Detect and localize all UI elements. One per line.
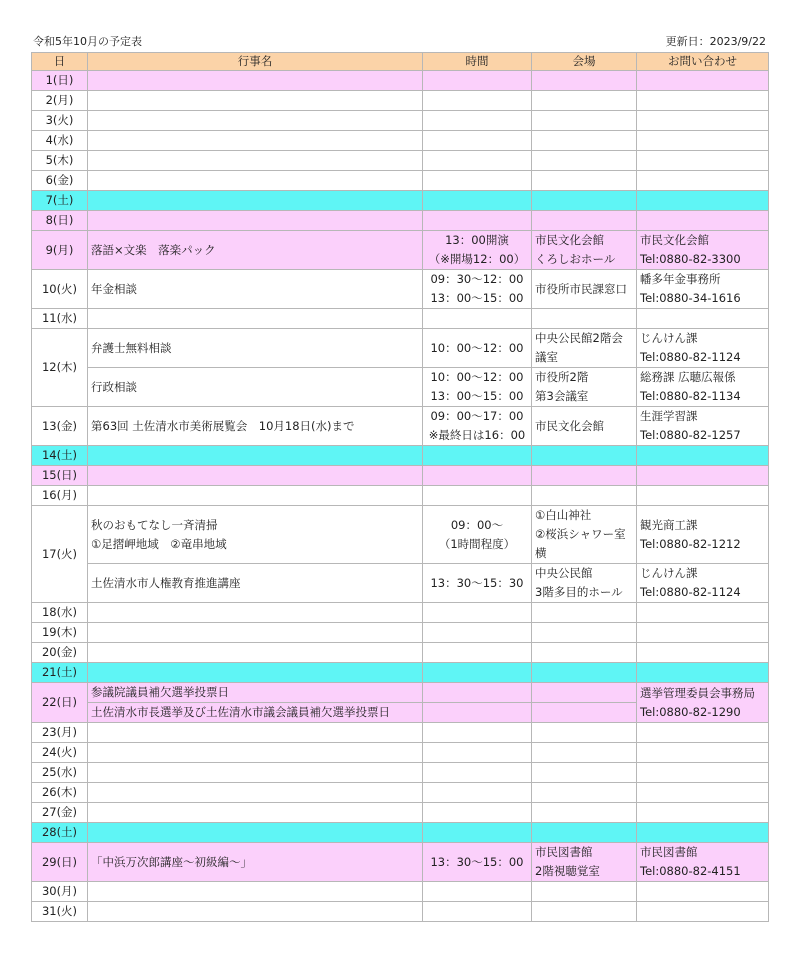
event-time-cell <box>423 309 532 329</box>
event-contact-cell-line: Tel:0880-82-1134 <box>640 389 741 403</box>
event-time-cell-line: 09：00～ <box>450 517 504 532</box>
table-row <box>32 643 769 663</box>
event-time-cell <box>423 564 532 603</box>
table-row <box>32 603 769 623</box>
date-cell: 11(水) <box>32 309 88 329</box>
table-row <box>32 171 769 191</box>
event-name-cell <box>88 743 423 763</box>
event-venue-cell <box>532 270 637 309</box>
event-time-cell <box>423 486 532 506</box>
event-contact-cell-line: Tel:0880-82-1290 <box>640 704 741 719</box>
event-contact-cell <box>637 151 769 171</box>
event-time-cell <box>423 723 532 743</box>
event-time-cell <box>423 763 532 783</box>
event-name-cell <box>88 71 423 91</box>
event-contact-cell-line: Tel:0880-82-4151 <box>640 864 741 878</box>
event-time-cell <box>423 703 532 723</box>
event-time-cell <box>423 902 532 922</box>
event-contact-cell-line: 生涯学習課 <box>640 409 698 423</box>
event-venue-cell-line: 市役所2階 <box>535 370 589 384</box>
event-contact-cell <box>637 446 769 466</box>
event-name-cell <box>88 329 423 368</box>
event-contact-cell-line: Tel:0880-82-1124 <box>640 350 741 364</box>
date-cell: 21(土) <box>32 663 88 683</box>
event-contact-cell <box>637 211 769 231</box>
event-contact-cell-line: 総務課 広聴広報係 <box>640 370 736 384</box>
date-cell: 13(金) <box>32 407 88 446</box>
event-name-cell-line: 「中浜万次郎講座～初級編～」 <box>91 854 252 869</box>
event-contact-cell <box>637 231 769 270</box>
event-contact-cell <box>637 763 769 783</box>
event-time-cell <box>423 803 532 823</box>
event-name-cell <box>88 643 423 663</box>
event-time-cell <box>423 466 532 486</box>
event-time-cell <box>423 743 532 763</box>
date-cell: 8(日) <box>32 211 88 231</box>
event-name-cell <box>88 171 423 191</box>
event-name-cell-line: 参議院議員補欠選挙投票日 <box>91 685 229 699</box>
event-venue-cell-line: 第3会議室 <box>535 389 589 403</box>
event-contact-cell <box>637 743 769 763</box>
event-contact-cell <box>637 191 769 211</box>
event-venue-cell <box>532 466 637 486</box>
date-cell: 24(火) <box>32 743 88 763</box>
date-cell: 27(金) <box>32 803 88 823</box>
event-venue-cell-line: 3階多目的ホール <box>535 585 623 599</box>
event-time-cell <box>423 270 532 309</box>
date-cell: 9(月) <box>32 231 88 270</box>
event-time-cell <box>423 131 532 151</box>
event-name-cell-line: 土佐清水市人権教育推進講座 <box>91 575 241 590</box>
date-cell: 23(月) <box>32 723 88 743</box>
event-time-cell <box>423 882 532 902</box>
table-row <box>32 623 769 643</box>
event-venue-cell <box>532 823 637 843</box>
table-row <box>32 882 769 902</box>
event-venue-cell-line: ②桜浜シャワー室 <box>535 527 626 541</box>
event-venue-cell <box>532 131 637 151</box>
event-name-cell <box>88 91 423 111</box>
event-contact-cell <box>637 663 769 683</box>
event-venue-cell <box>532 783 637 803</box>
event-time-cell-line: ※最終日は16：00 <box>428 428 526 442</box>
event-venue-cell <box>532 171 637 191</box>
event-venue-cell-line: 中央公民館 <box>535 566 593 580</box>
event-time-cell-line: 13：30～15：00 <box>430 854 524 869</box>
date-cell: 14(土) <box>32 446 88 466</box>
event-venue-cell-line: 2階視聴覚室 <box>535 864 600 878</box>
event-venue-cell <box>532 643 637 663</box>
event-venue-cell-line: 中央公民館2階会 <box>535 331 623 345</box>
table-row <box>32 309 769 329</box>
event-contact-cell-line: 市民図書館 <box>640 845 698 859</box>
column-header-venue: 会場 <box>532 53 637 71</box>
event-name-cell-line: ①足摺岬地域 ②竜串地域 <box>91 536 227 551</box>
table-row <box>32 231 769 270</box>
event-venue-cell <box>532 623 637 643</box>
event-venue-cell <box>532 882 637 902</box>
event-name-cell <box>88 703 423 723</box>
event-name-cell <box>88 368 423 407</box>
event-contact-cell <box>637 603 769 623</box>
event-name-cell-line: 行政相談 <box>91 379 137 394</box>
table-row <box>32 902 769 922</box>
event-contact-cell <box>637 723 769 743</box>
date-cell: 3(火) <box>32 111 88 131</box>
event-contact-cell <box>637 368 769 407</box>
event-time-cell <box>423 71 532 91</box>
table-header-row <box>32 53 769 71</box>
event-contact-cell <box>637 623 769 643</box>
event-time-cell-line: 13：30～15：30 <box>430 575 524 590</box>
event-name-cell <box>88 803 423 823</box>
date-cell: 15(日) <box>32 466 88 486</box>
event-contact-cell <box>637 643 769 663</box>
column-header-event: 行事名 <box>88 53 423 71</box>
event-time-cell <box>423 623 532 643</box>
event-contact-cell <box>637 902 769 922</box>
event-contact-cell <box>637 309 769 329</box>
event-name-cell <box>88 843 423 882</box>
date-cell: 19(木) <box>32 623 88 643</box>
event-time-cell-line: 13：00開演 <box>445 233 509 247</box>
event-name-cell <box>88 446 423 466</box>
event-name-cell <box>88 683 423 703</box>
event-venue-cell <box>532 603 637 623</box>
event-time-cell <box>423 843 532 882</box>
table-row <box>32 763 769 783</box>
event-time-cell <box>423 111 532 131</box>
event-name-cell <box>88 763 423 783</box>
event-name-cell <box>88 506 423 564</box>
table-row <box>32 683 769 703</box>
event-contact-cell <box>637 783 769 803</box>
event-venue-cell <box>532 407 637 446</box>
event-contact-cell <box>637 506 769 564</box>
event-contact-cell-line: 市民文化会館 <box>640 233 709 247</box>
event-venue-cell-line: ①白山神社 <box>535 508 592 522</box>
date-cell: 10(火) <box>32 270 88 309</box>
event-time-cell <box>423 368 532 407</box>
event-contact-cell-line: 幡多年金事務所 <box>640 272 721 286</box>
event-time-cell <box>423 407 532 446</box>
event-venue-cell-line: 市民文化会館 <box>535 233 604 247</box>
table-row <box>32 446 769 466</box>
table-row <box>32 743 769 763</box>
event-contact-cell <box>637 270 769 309</box>
event-name-cell <box>88 663 423 683</box>
event-contact-cell-line: 選挙管理委員会事務局 <box>640 685 755 700</box>
table-row <box>32 211 769 231</box>
event-venue-cell <box>532 723 637 743</box>
event-time-cell <box>423 329 532 368</box>
table-row <box>32 506 769 564</box>
date-cell: 28(土) <box>32 823 88 843</box>
event-venue-cell <box>532 564 637 603</box>
date-cell: 30(月) <box>32 882 88 902</box>
event-contact-cell-line: Tel:0880-82-1257 <box>640 428 741 442</box>
event-name-cell-line: 第63回 土佐清水市美術展覧会 10月18日(水)まで <box>91 418 355 433</box>
event-venue-cell <box>532 703 637 723</box>
schedule-table <box>31 52 769 922</box>
event-name-cell <box>88 191 423 211</box>
event-venue-cell <box>532 663 637 683</box>
table-row <box>32 407 769 446</box>
event-name-cell-line: 秋のおもてなし一斉清掃 <box>91 517 218 532</box>
event-contact-cell <box>637 466 769 486</box>
event-time-cell <box>423 211 532 231</box>
table-row <box>32 71 769 91</box>
event-venue-cell <box>532 368 637 407</box>
page-title: 令和5年10月の予定表 <box>33 35 142 48</box>
event-contact-cell-line: じんけん課 <box>640 566 698 580</box>
event-contact-cell <box>637 91 769 111</box>
event-venue-cell <box>532 71 637 91</box>
event-contact-cell-line: Tel:0880-82-1212 <box>640 536 741 551</box>
date-cell: 25(水) <box>32 763 88 783</box>
event-contact-cell <box>637 171 769 191</box>
event-time-cell-line: 10：00～12：00 <box>430 370 524 384</box>
event-name-cell <box>88 231 423 270</box>
event-name-cell <box>88 823 423 843</box>
event-venue-cell <box>532 506 637 564</box>
event-contact-cell-line: Tel:0880-82-1124 <box>640 585 741 599</box>
event-venue-cell <box>532 743 637 763</box>
event-venue-cell <box>532 309 637 329</box>
date-cell: 1(日) <box>32 71 88 91</box>
date-cell: 20(金) <box>32 643 88 663</box>
event-time-cell <box>423 506 532 564</box>
table-row <box>32 663 769 683</box>
table-row <box>32 843 769 882</box>
event-contact-cell <box>637 71 769 91</box>
column-header-date: 日 <box>32 53 88 71</box>
event-venue-cell-line: 横 <box>535 546 547 560</box>
event-contact-cell <box>637 803 769 823</box>
event-contact-cell <box>637 843 769 882</box>
event-name-cell <box>88 486 423 506</box>
event-contact-cell <box>637 486 769 506</box>
table-row <box>32 91 769 111</box>
column-header-time: 時間 <box>423 53 532 71</box>
event-contact-cell <box>637 564 769 603</box>
date-cell: 16(月) <box>32 486 88 506</box>
event-time-cell <box>423 603 532 623</box>
event-time-cell <box>423 643 532 663</box>
event-time-cell <box>423 171 532 191</box>
event-venue-cell-line: 市民文化会館 <box>535 418 604 433</box>
event-venue-cell <box>532 683 637 703</box>
page-header <box>33 34 766 50</box>
date-cell: 29(日) <box>32 843 88 882</box>
event-name-cell <box>88 723 423 743</box>
event-venue-cell <box>532 486 637 506</box>
event-name-cell <box>88 309 423 329</box>
date-cell: 31(火) <box>32 902 88 922</box>
event-venue-cell <box>532 763 637 783</box>
event-venue-cell <box>532 151 637 171</box>
date-cell: 4(水) <box>32 131 88 151</box>
event-venue-cell-line: 議室 <box>535 350 558 364</box>
table-row <box>32 191 769 211</box>
event-time-cell <box>423 91 532 111</box>
event-name-cell <box>88 211 423 231</box>
event-venue-cell <box>532 803 637 823</box>
date-cell: 26(木) <box>32 783 88 803</box>
event-name-cell <box>88 111 423 131</box>
event-name-cell <box>88 564 423 603</box>
table-row <box>32 329 769 368</box>
event-contact-cell-line: Tel:0880-34-1616 <box>640 291 741 305</box>
event-venue-cell <box>532 231 637 270</box>
event-name-cell <box>88 623 423 643</box>
event-venue-cell <box>532 843 637 882</box>
event-name-cell <box>88 407 423 446</box>
table-row <box>32 723 769 743</box>
event-time-cell-line: （※開場12：00） <box>428 252 526 266</box>
updated-date: 更新日：2023/9/22 <box>665 35 766 48</box>
column-header-contact: お問い合わせ <box>637 53 769 71</box>
event-contact-cell <box>637 111 769 131</box>
event-venue-cell <box>532 446 637 466</box>
event-time-cell <box>423 783 532 803</box>
table-row <box>32 486 769 506</box>
event-name-cell-line: 土佐清水市長選挙及び土佐清水市議会議員補欠選挙投票日 <box>91 705 390 719</box>
date-cell: 12(木) <box>32 329 88 407</box>
event-name-cell <box>88 466 423 486</box>
event-contact-cell-line: じんけん課 <box>640 331 698 345</box>
event-contact-cell <box>637 329 769 368</box>
table-row <box>32 270 769 309</box>
event-venue-cell-line: くろしおホール <box>535 252 616 266</box>
event-name-cell <box>88 603 423 623</box>
table-row <box>32 111 769 131</box>
date-cell: 5(木) <box>32 151 88 171</box>
event-name-cell <box>88 783 423 803</box>
event-venue-cell-line: 市役所市民課窓口 <box>535 281 627 296</box>
event-name-cell <box>88 902 423 922</box>
event-time-cell <box>423 446 532 466</box>
event-venue-cell <box>532 329 637 368</box>
event-venue-cell <box>532 111 637 131</box>
event-time-cell <box>423 231 532 270</box>
event-contact-cell <box>637 407 769 446</box>
event-time-cell-line: 09：00～17：00 <box>430 409 524 423</box>
event-time-cell <box>423 191 532 211</box>
table-row <box>32 803 769 823</box>
table-row <box>32 466 769 486</box>
date-cell: 22(日) <box>32 683 88 723</box>
table-row <box>32 564 769 603</box>
event-contact-cell <box>637 683 769 723</box>
event-name-cell <box>88 270 423 309</box>
event-name-cell-line: 弁護士無料相談 <box>91 340 172 355</box>
event-time-cell-line: 10：00～12：00 <box>430 340 524 355</box>
event-time-cell <box>423 663 532 683</box>
event-contact-cell <box>637 131 769 151</box>
event-venue-cell <box>532 211 637 231</box>
event-name-cell <box>88 131 423 151</box>
date-cell: 7(土) <box>32 191 88 211</box>
event-time-cell-line: 13：00～15：00 <box>430 389 524 403</box>
event-venue-cell <box>532 191 637 211</box>
event-time-cell-line: 13：00～15：00 <box>430 291 524 305</box>
event-name-cell <box>88 882 423 902</box>
table-row <box>32 783 769 803</box>
event-time-cell <box>423 151 532 171</box>
date-cell: 6(金) <box>32 171 88 191</box>
event-venue-cell-line: 市民図書館 <box>535 845 593 859</box>
event-contact-cell <box>637 882 769 902</box>
event-contact-cell-line: Tel:0880-82-3300 <box>640 252 741 266</box>
event-name-cell <box>88 151 423 171</box>
event-name-cell-line: 落語×文楽 落楽パック <box>91 242 216 257</box>
event-contact-cell <box>637 823 769 843</box>
event-contact-cell-line: 観光商工課 <box>640 517 698 532</box>
event-time-cell-line: （1時間程度） <box>438 536 516 551</box>
event-time-cell-line: 09：30～12：00 <box>430 272 524 286</box>
date-cell: 18(水) <box>32 603 88 623</box>
schedule-body <box>32 71 769 922</box>
table-row <box>32 823 769 843</box>
table-row <box>32 368 769 407</box>
table-row <box>32 131 769 151</box>
table-row <box>32 151 769 171</box>
event-venue-cell <box>532 902 637 922</box>
event-time-cell <box>423 823 532 843</box>
event-name-cell-line: 年金相談 <box>91 281 137 296</box>
date-cell: 2(月) <box>32 91 88 111</box>
date-cell: 17(火) <box>32 506 88 603</box>
event-time-cell <box>423 683 532 703</box>
event-venue-cell <box>532 91 637 111</box>
